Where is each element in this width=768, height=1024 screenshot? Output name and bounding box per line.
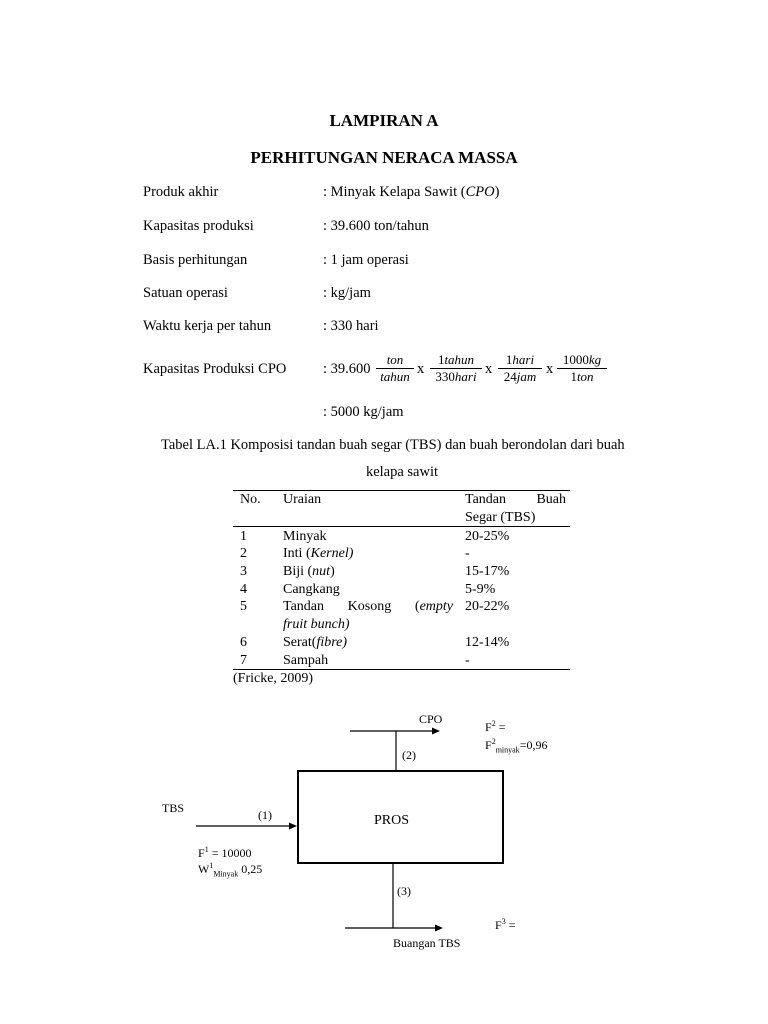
waste-label: Buangan TBS (393, 936, 461, 950)
spec-value-produk: : Minyak Kelapa Sawit (CPO) (323, 184, 500, 200)
table-cell-uraian: Serat(fibre) (283, 635, 348, 650)
table-cell-value: - (465, 546, 470, 561)
table-cell-uraian: Minyak (283, 529, 327, 544)
spec-label-satuan: Satuan operasi (143, 285, 228, 301)
times-sign: x (546, 361, 554, 377)
waste-arrowhead (435, 925, 443, 932)
table-cell-value: 15-17% (465, 564, 510, 579)
spec-label-basis: Basis perhitungan (143, 252, 248, 268)
table-cell-no: 1 (240, 529, 247, 544)
process-unit-label: PROS (374, 813, 410, 828)
fraction-kg-per-ton: 1000kg 1ton (557, 352, 607, 385)
table-caption-line2: kelapa sawit (365, 464, 439, 480)
column-header-no: No. (240, 492, 261, 507)
spec-value-basis: : 1 jam operasi (323, 252, 409, 268)
table-cell-no: 4 (240, 582, 247, 597)
f3-label: $F^3$ = (495, 917, 516, 932)
table-source: (Fricke, 2009) (233, 671, 314, 686)
times-sign: x (417, 361, 425, 377)
formula-result: : 5000 kg/jam (323, 404, 404, 420)
table-cell-no: 7 (240, 653, 247, 668)
table-cell-no: 5 (240, 599, 247, 614)
stream-3-label: (3) (397, 884, 411, 898)
table-caption: Tabel LA.1 Komposisi tandan buah segar (TBS) dan buah berondolan dari buah (161, 437, 625, 453)
fraction-hari-per-jam: 1hari 24jam (498, 352, 542, 385)
table-cell-no: 6 (240, 635, 247, 650)
spec-value-waktu: : 330 hari (323, 318, 379, 334)
times-sign: x (485, 361, 493, 377)
stream-1-label: (1) (258, 808, 272, 822)
column-header-tbs-line2: Segar (TBS) (465, 510, 536, 525)
page-title: LAMPIRAN A (329, 111, 439, 130)
table-cell-uraian: Sampah (283, 653, 329, 668)
column-header-uraian: Uraian (283, 492, 322, 507)
table-cell-value: - (465, 653, 470, 668)
f1-label: $F^1 = 10000$ (198, 845, 252, 860)
table-cell-no: 3 (240, 564, 247, 579)
fraction-tahun-per-hari: 1tahun 330hari (430, 352, 482, 385)
table-cell-uraian: Cangkang (283, 582, 340, 597)
f2-minyak-label: $F^2_{minyak}=0,96$ (485, 737, 548, 755)
table-cell-uraian-line2: fruit bunch) (283, 617, 350, 632)
spec-label-waktu: Waktu kerja per tahun (143, 318, 272, 334)
cpo-arrowhead (432, 728, 440, 735)
table-cell-value: 20-22% (465, 599, 510, 614)
table-cell-uraian: Inti (Kernel) (283, 546, 354, 561)
stream-2-label: (2) (402, 748, 416, 762)
cpo-label: CPO (419, 712, 443, 726)
w1-label: $W^1_{Minyak}$ 0,25 (198, 861, 263, 879)
table-cell-no: 2 (240, 546, 247, 561)
formula-lead: : 39.600 (323, 361, 371, 377)
table-cell-value: 12-14% (465, 635, 510, 650)
spec-label-kapasitas: Kapasitas produksi (143, 218, 254, 234)
table-cell-value: 20-25% (465, 529, 510, 544)
tbs-label: TBS (162, 801, 185, 815)
table-cell-uraian: Tandan Kosong (empty (283, 599, 453, 614)
page-subtitle: PERHITUNGAN NERACA MASSA (250, 148, 518, 167)
spec-value-kapasitas: : 39.600 ton/tahun (323, 218, 429, 234)
f2-label: $F^2$ = (485, 719, 506, 734)
spec-value-satuan: : kg/jam (323, 285, 371, 301)
column-header-tbs: Tandan Buah (465, 492, 566, 507)
feed-arrowhead (289, 823, 297, 830)
formula-label: Kapasitas Produksi CPO (143, 361, 287, 377)
table-cell-value: 5-9% (465, 582, 496, 597)
table-cell-uraian: Biji (nut) (283, 564, 335, 579)
spec-label-produk: Produk akhir (143, 184, 219, 200)
fraction-ton-per-tahun: ton tahun (376, 352, 414, 385)
